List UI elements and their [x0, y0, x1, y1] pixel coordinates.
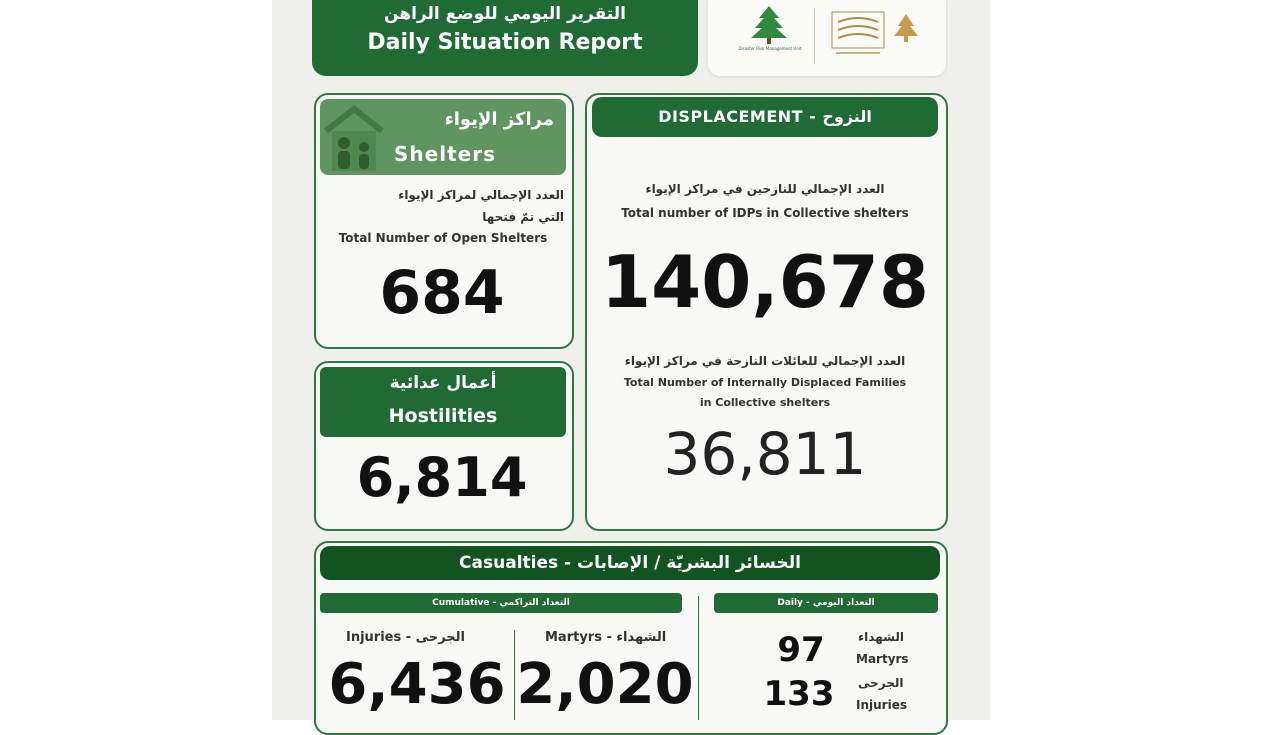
daily-injuries-english: Injuries [856, 698, 907, 712]
cumulative-bar: Cumulative - التعداد التراكمي [320, 593, 682, 613]
hostilities-header [320, 367, 566, 437]
shelters-desc-english: Total Number of Open Shelters [338, 231, 548, 245]
title-arabic: التقرير اليومي للوضع الراهن [384, 4, 626, 24]
logo-caption: Disaster Risk Management Unit [738, 46, 802, 51]
presidency-emblem-icon [822, 6, 934, 64]
displacement-header: DISPLACEMENT - النزوح [592, 97, 938, 137]
shelters-header-english: Shelters [394, 142, 496, 166]
hostilities-value: 6,814 [356, 446, 528, 509]
daily-martyrs-value: 97 [777, 630, 825, 670]
families-desc-arabic: العدد الإجمالي للعائلات النازحة في مراكز الإيواء [624, 354, 906, 368]
title-english: Daily Situation Report [367, 30, 643, 55]
logo-divider [814, 8, 815, 64]
families-desc-english-1: Total Number of Internally Displaced Families [623, 376, 907, 389]
martyrs-label: Martyrs - الشهداء [545, 630, 667, 645]
idps-value: 140,678 [601, 240, 929, 324]
families-desc-english-2: in Collective shelters [699, 396, 831, 409]
daily-martyrs-arabic: الشهداء [858, 630, 904, 644]
cumulative-daily-divider [698, 596, 699, 720]
shelters-header-arabic: مراكز الإيواء [444, 109, 554, 130]
hostilities-header-arabic: أعمال عدائية [389, 373, 497, 393]
cedar-logo-icon [745, 4, 793, 46]
shelters-header [320, 99, 566, 175]
shelters-desc-arabic-1: العدد الإجمالي لمراكز الإيواء [398, 188, 564, 202]
idps-desc-arabic: العدد الإجمالي للنازحين في مراكز الإيواء [645, 182, 885, 196]
cumulative-martyrs-value: 2,020 [516, 652, 694, 717]
shelter-house-icon [324, 103, 388, 173]
daily-injuries-arabic: الجرحى [858, 676, 904, 690]
title-banner [312, 0, 698, 76]
daily-bar: Daily - التعداد اليومي [714, 593, 938, 613]
shelters-desc-arabic-2: التي تمّ فتحها [482, 210, 564, 224]
shelters-value: 684 [379, 258, 505, 328]
daily-injuries-value: 133 [763, 674, 835, 714]
hostilities-header-english: Hostilities [388, 405, 498, 427]
idps-desc-english: Total number of IDPs in Collective shelters [621, 206, 909, 220]
cumulative-injuries-value: 6,436 [328, 652, 506, 717]
families-value: 36,811 [663, 420, 867, 488]
casualties-header: Casualties - الخسائر البشريّة / الإصابات [320, 546, 940, 580]
daily-martyrs-english: Martyrs [856, 652, 909, 666]
injuries-label: Injuries - الجرحى [346, 630, 465, 645]
